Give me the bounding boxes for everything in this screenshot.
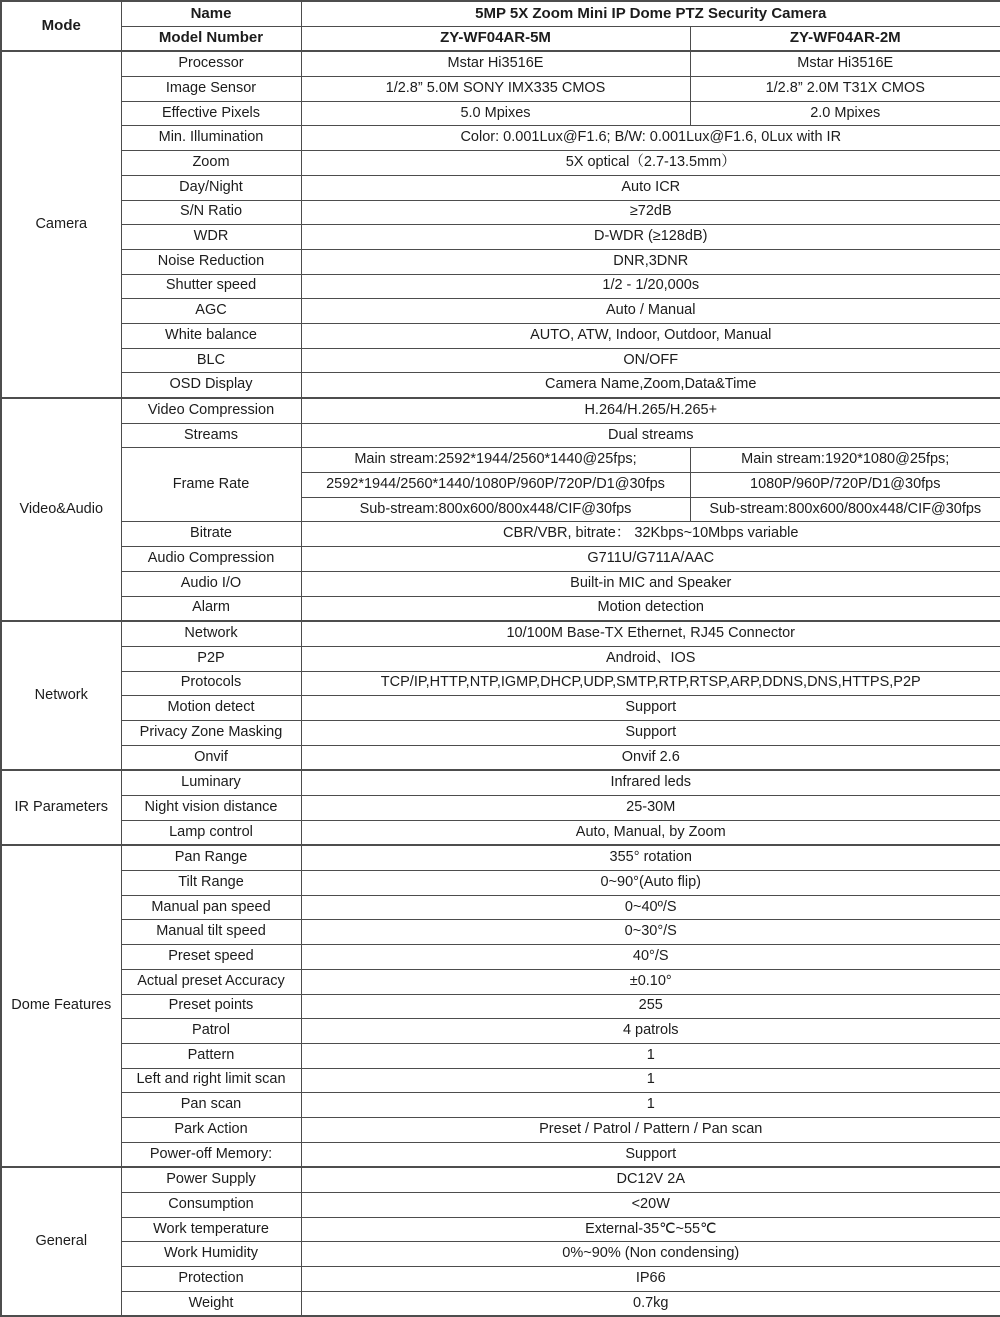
param-value-cell: 0~90°(Auto flip) (301, 871, 1000, 896)
param-value-cell: 1 (301, 1068, 1000, 1093)
table-row (1, 299, 1000, 324)
table-row (1, 1093, 1000, 1118)
param-value-cell: Main stream:2592*1944/2560*1440@25fps; (301, 448, 690, 473)
param-name-cell: Actual preset Accuracy (121, 969, 301, 994)
param-name-cell: Onvif (121, 745, 301, 770)
table-row (1, 895, 1000, 920)
table-row (1, 1217, 1000, 1242)
param-name-cell: Model Number (121, 26, 301, 51)
param-value-cell: 0%~90% (Non condensing) (301, 1242, 1000, 1267)
param-value-cell: DNR,3DNR (301, 249, 1000, 274)
param-name-cell: Pattern (121, 1043, 301, 1068)
param-name-cell: Manual tilt speed (121, 920, 301, 945)
param-value-cell: 5X optical（2.7-13.5mm） (301, 151, 1000, 176)
table-row (1, 448, 1000, 473)
param-name-cell: WDR (121, 225, 301, 250)
param-name-cell: Power Supply (121, 1167, 301, 1192)
param-name-cell: Video Compression (121, 398, 301, 423)
table-row (1, 871, 1000, 896)
param-name-cell: Zoom (121, 151, 301, 176)
param-name-cell: White balance (121, 323, 301, 348)
table-row (1, 571, 1000, 596)
table-row (1, 522, 1000, 547)
param-name-cell: AGC (121, 299, 301, 324)
table-row (1, 796, 1000, 821)
spec-table-body (1, 1, 1000, 1316)
table-row (1, 274, 1000, 299)
category-cell: Camera (1, 51, 121, 398)
category-cell: Mode (1, 1, 121, 51)
param-value-cell: Sub-stream:800x600/800x448/CIF@30fps (690, 497, 1000, 522)
param-value-cell: Dual streams (301, 423, 1000, 448)
param-name-cell: Network (121, 621, 301, 646)
param-name-cell: Effective Pixels (121, 101, 301, 126)
table-row (1, 51, 1000, 76)
table-row (1, 1267, 1000, 1292)
param-name-cell: Motion detect (121, 696, 301, 721)
param-value-cell: Main stream:1920*1080@25fps; (690, 448, 1000, 473)
param-value-cell: Mstar Hi3516E (301, 51, 690, 76)
table-row (1, 770, 1000, 795)
param-value-cell: ±0.10° (301, 969, 1000, 994)
param-name-cell: Noise Reduction (121, 249, 301, 274)
param-value-cell: G711U/G711A/AAC (301, 547, 1000, 572)
table-row (1, 398, 1000, 423)
table-row (1, 373, 1000, 398)
param-name-cell: Pan Range (121, 845, 301, 870)
param-value-cell: 355° rotation (301, 845, 1000, 870)
category-cell: General (1, 1167, 121, 1316)
param-value-cell: Onvif 2.6 (301, 745, 1000, 770)
param-value-cell: 1/2.8” 2.0M T31X CMOS (690, 77, 1000, 102)
category-cell: Network (1, 621, 121, 770)
param-value-cell: 1080P/960P/720P/D1@30fps (690, 473, 1000, 498)
param-name-cell: Patrol (121, 1019, 301, 1044)
param-value-cell: 1 (301, 1043, 1000, 1068)
table-row (1, 1, 1000, 26)
table-row (1, 1242, 1000, 1267)
param-value-cell: TCP/IP,HTTP,NTP,IGMP,DHCP,UDP,SMTP,RTP,RTSP,ARP,DDNS,DNS,HTTPS,P2P (301, 671, 1000, 696)
param-name-cell: Privacy Zone Masking (121, 720, 301, 745)
table-row (1, 225, 1000, 250)
param-value-cell: Auto / Manual (301, 299, 1000, 324)
param-name-cell: Processor (121, 51, 301, 76)
param-value-cell: 2.0 Mpixes (690, 101, 1000, 126)
table-row (1, 696, 1000, 721)
param-value-cell: ZY-WF04AR-2M (690, 26, 1000, 51)
param-value-cell: D-WDR (≥128dB) (301, 225, 1000, 250)
param-value-cell: 0.7kg (301, 1291, 1000, 1316)
param-value-cell: 40°/S (301, 945, 1000, 970)
table-row (1, 1291, 1000, 1316)
param-value-cell: Support (301, 1142, 1000, 1167)
param-name-cell: Day/Night (121, 175, 301, 200)
param-name-cell: Bitrate (121, 522, 301, 547)
category-cell: Video&Audio (1, 398, 121, 621)
param-name-cell: Tilt Range (121, 871, 301, 896)
table-row (1, 1193, 1000, 1218)
param-value-cell: ON/OFF (301, 348, 1000, 373)
table-row (1, 249, 1000, 274)
table-row (1, 101, 1000, 126)
param-value-cell: ≥72dB (301, 200, 1000, 225)
param-value-cell: 5MP 5X Zoom Mini IP Dome PTZ Security Camera (301, 1, 1000, 26)
param-name-cell: BLC (121, 348, 301, 373)
table-row (1, 920, 1000, 945)
param-value-cell: 255 (301, 994, 1000, 1019)
table-row (1, 323, 1000, 348)
param-value-cell: 2592*1944/2560*1440/1080P/960P/720P/D1@30fps (301, 473, 690, 498)
param-value-cell: Color: 0.001Lux@F1.6; B/W: 0.001Lux@F1.6, 0Lux with IR (301, 126, 1000, 151)
param-value-cell: Support (301, 720, 1000, 745)
param-value-cell: <20W (301, 1193, 1000, 1218)
param-name-cell: Frame Rate (121, 448, 301, 522)
param-name-cell: Night vision distance (121, 796, 301, 821)
table-row (1, 671, 1000, 696)
table-row (1, 621, 1000, 646)
param-name-cell: Streams (121, 423, 301, 448)
param-value-cell: ZY-WF04AR-5M (301, 26, 690, 51)
table-row (1, 1019, 1000, 1044)
table-row (1, 1068, 1000, 1093)
param-value-cell: Preset / Patrol / Pattern / Pan scan (301, 1117, 1000, 1142)
param-value-cell: 0~40º/S (301, 895, 1000, 920)
param-value-cell: H.264/H.265/H.265+ (301, 398, 1000, 423)
table-row (1, 423, 1000, 448)
param-value-cell: 1/2 - 1/20,000s (301, 274, 1000, 299)
table-row (1, 820, 1000, 845)
category-cell: IR Parameters (1, 770, 121, 845)
param-value-cell: Auto ICR (301, 175, 1000, 200)
param-value-cell: External-35℃~55℃ (301, 1217, 1000, 1242)
param-value-cell: Motion detection (301, 596, 1000, 621)
table-row (1, 547, 1000, 572)
param-name-cell: Preset points (121, 994, 301, 1019)
param-name-cell: Protocols (121, 671, 301, 696)
param-name-cell: Image Sensor (121, 77, 301, 102)
param-value-cell: 4 patrols (301, 1019, 1000, 1044)
param-value-cell: 0~30°/S (301, 920, 1000, 945)
param-value-cell: CBR/VBR, bitrate： 32Kbps~10Mbps variable (301, 522, 1000, 547)
table-row (1, 77, 1000, 102)
table-row (1, 994, 1000, 1019)
param-name-cell: P2P (121, 646, 301, 671)
table-row (1, 348, 1000, 373)
table-row (1, 1043, 1000, 1068)
table-row (1, 720, 1000, 745)
table-row (1, 1142, 1000, 1167)
table-row (1, 26, 1000, 51)
param-value-cell: Support (301, 696, 1000, 721)
param-value-cell: IP66 (301, 1267, 1000, 1292)
table-row (1, 646, 1000, 671)
param-name-cell: Preset speed (121, 945, 301, 970)
param-value-cell: Auto, Manual, by Zoom (301, 820, 1000, 845)
param-value-cell: DC12V 2A (301, 1167, 1000, 1192)
table-row (1, 1167, 1000, 1192)
param-value-cell: 1/2.8” 5.0M SONY IMX335 CMOS (301, 77, 690, 102)
param-name-cell: Luminary (121, 770, 301, 795)
param-value-cell: Built-in MIC and Speaker (301, 571, 1000, 596)
param-name-cell: Work temperature (121, 1217, 301, 1242)
param-name-cell: Left and right limit scan (121, 1068, 301, 1093)
param-value-cell: 10/100M Base-TX Ethernet, RJ45 Connector (301, 621, 1000, 646)
param-name-cell: S/N Ratio (121, 200, 301, 225)
param-value-cell: 5.0 Mpixes (301, 101, 690, 126)
param-name-cell: Audio I/O (121, 571, 301, 596)
table-row (1, 151, 1000, 176)
table-row (1, 126, 1000, 151)
table-row (1, 845, 1000, 870)
table-row (1, 1117, 1000, 1142)
param-name-cell: Alarm (121, 596, 301, 621)
param-value-cell: 1 (301, 1093, 1000, 1118)
table-row (1, 175, 1000, 200)
param-value-cell: Sub-stream:800x600/800x448/CIF@30fps (301, 497, 690, 522)
table-row (1, 945, 1000, 970)
param-name-cell: Shutter speed (121, 274, 301, 299)
param-name-cell: Park Action (121, 1117, 301, 1142)
param-value-cell: AUTO, ATW, Indoor, Outdoor, Manual (301, 323, 1000, 348)
param-name-cell: Power-off Memory: (121, 1142, 301, 1167)
param-name-cell: Protection (121, 1267, 301, 1292)
param-value-cell: Android、IOS (301, 646, 1000, 671)
param-name-cell: Min. Illumination (121, 126, 301, 151)
param-name-cell: Manual pan speed (121, 895, 301, 920)
param-name-cell: OSD Display (121, 373, 301, 398)
param-name-cell: Audio Compression (121, 547, 301, 572)
table-row (1, 596, 1000, 621)
param-name-cell: Lamp control (121, 820, 301, 845)
category-cell: Dome Features (1, 845, 121, 1167)
table-row (1, 745, 1000, 770)
table-row (1, 200, 1000, 225)
table-row (1, 969, 1000, 994)
param-value-cell: Camera Name,Zoom,Data&Time (301, 373, 1000, 398)
param-value-cell: Mstar Hi3516E (690, 51, 1000, 76)
param-name-cell: Work Humidity (121, 1242, 301, 1267)
param-value-cell: 25-30M (301, 796, 1000, 821)
param-name-cell: Weight (121, 1291, 301, 1316)
param-value-cell: Infrared leds (301, 770, 1000, 795)
param-name-cell: Consumption (121, 1193, 301, 1218)
param-name-cell: Pan scan (121, 1093, 301, 1118)
param-name-cell: Name (121, 1, 301, 26)
